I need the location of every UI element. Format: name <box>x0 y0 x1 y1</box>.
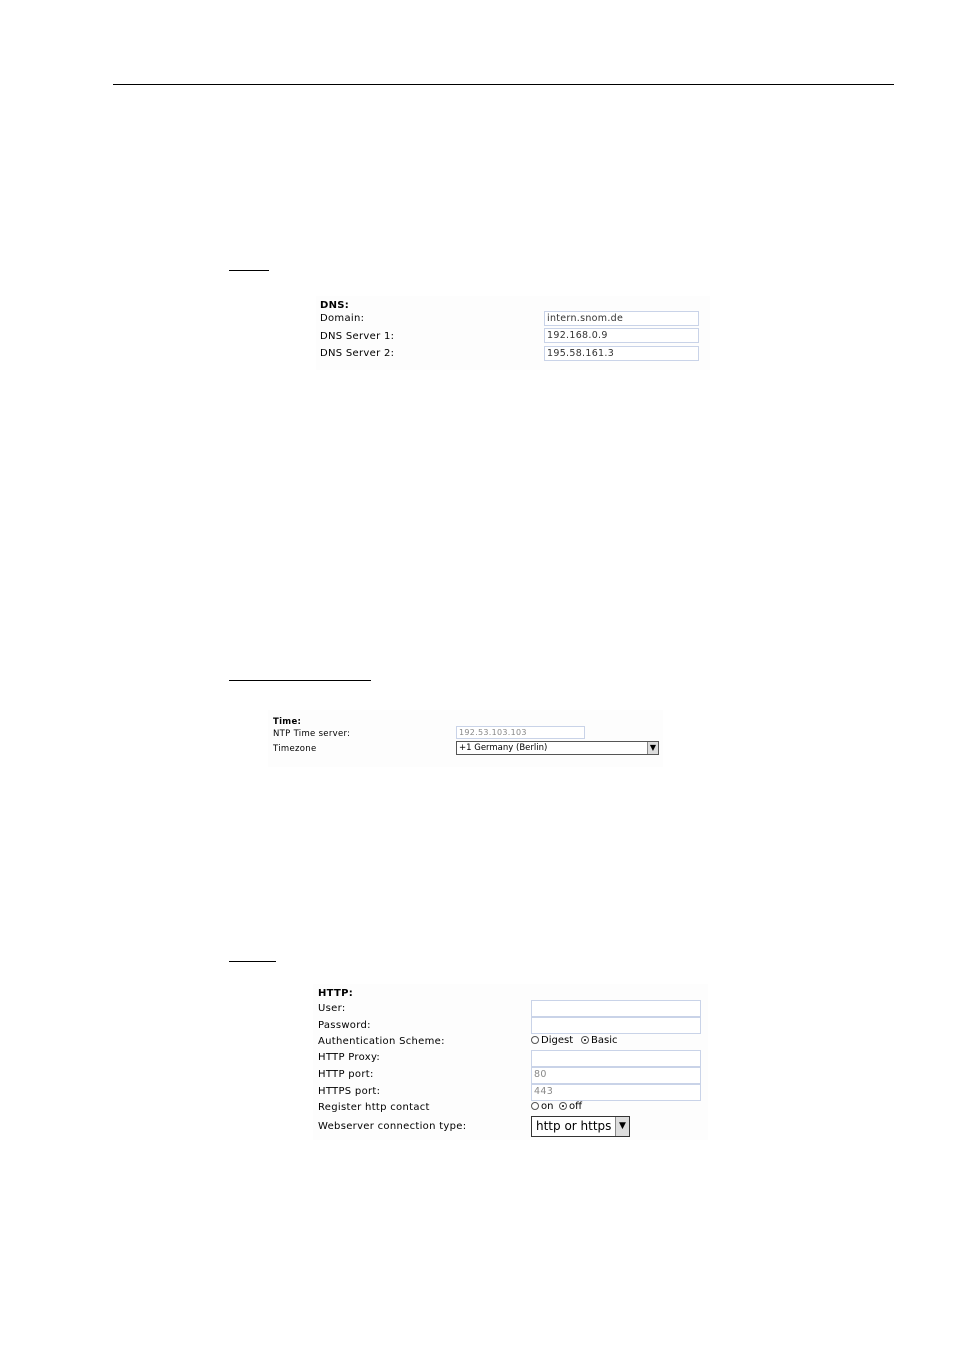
ntp-label: NTP Time server: <box>273 729 351 739</box>
radio-checked-icon <box>559 1102 567 1110</box>
dns-server1-field[interactable]: 192.168.0.9 <box>544 328 699 343</box>
domain-label: Domain: <box>320 313 365 324</box>
time-settings-panel <box>268 710 663 767</box>
password-field[interactable] <box>531 1017 701 1034</box>
register-off-radio[interactable] <box>559 1101 582 1113</box>
auth-digest-label: Digest <box>541 1035 574 1046</box>
chevron-down-icon[interactable]: ▼ <box>615 1117 629 1136</box>
https-port-field[interactable]: 443 <box>531 1084 701 1101</box>
register-http-label: Register http contact <box>318 1102 430 1113</box>
timezone-select[interactable] <box>456 741 659 755</box>
user-label: User: <box>318 1003 346 1014</box>
http-title: HTTP: <box>318 988 354 999</box>
timezone-value: +1 Germany (Berlin) <box>459 743 548 753</box>
timezone-label: Timezone <box>273 744 317 754</box>
radio-unchecked-icon <box>531 1036 539 1044</box>
chevron-down-icon[interactable]: ▼ <box>647 742 658 754</box>
register-off-label: off <box>569 1101 583 1112</box>
http-proxy-field[interactable] <box>531 1050 701 1067</box>
dns-server2-label: DNS Server 2: <box>320 348 395 359</box>
dns-title: DNS: <box>320 300 350 311</box>
radio-unchecked-icon <box>531 1102 539 1110</box>
dns-settings-panel <box>316 296 710 370</box>
auth-scheme-label: Authentication Scheme: <box>318 1036 445 1047</box>
user-field[interactable] <box>531 1000 701 1017</box>
http-proxy-label: HTTP Proxy: <box>318 1052 381 1063</box>
page-header-rule <box>113 84 894 85</box>
dns-server2-field[interactable]: 195.58.161.3 <box>544 346 699 361</box>
section-heading-time <box>229 680 371 681</box>
domain-field[interactable]: intern.snom.de <box>544 311 699 326</box>
http-port-label: HTTP port: <box>318 1069 374 1080</box>
time-title: Time: <box>273 717 302 727</box>
webserver-conn-label: Webserver connection type: <box>318 1121 467 1132</box>
auth-basic-radio[interactable] <box>581 1035 617 1047</box>
webserver-conn-select[interactable] <box>531 1116 630 1137</box>
http-port-field[interactable]: 80 <box>531 1067 701 1084</box>
ntp-server-field[interactable]: 192.53.103.103 <box>456 726 585 739</box>
auth-digest-radio[interactable] <box>531 1035 573 1047</box>
auth-basic-label: Basic <box>591 1035 618 1046</box>
https-port-label: HTTPS port: <box>318 1086 381 1097</box>
register-on-label: on <box>541 1101 554 1112</box>
section-heading-dns <box>229 270 269 271</box>
webserver-conn-value: http or https <box>536 1119 612 1133</box>
dns-server1-label: DNS Server 1: <box>320 331 395 342</box>
radio-checked-icon <box>581 1036 589 1044</box>
http-settings-panel <box>313 984 708 1140</box>
password-label: Password: <box>318 1020 371 1031</box>
register-on-radio[interactable] <box>531 1101 553 1113</box>
section-heading-http <box>229 961 276 962</box>
